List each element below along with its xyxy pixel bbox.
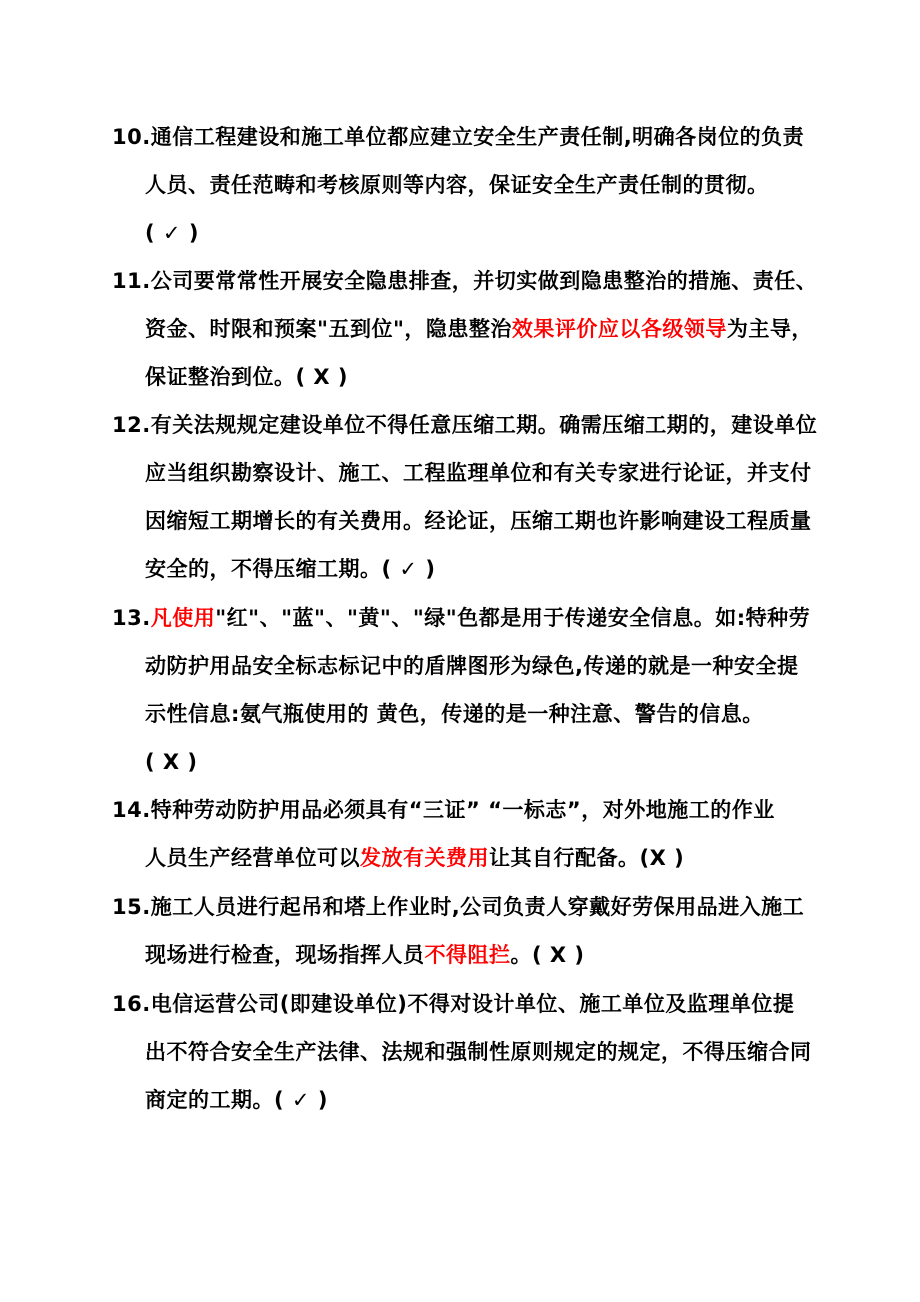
question-line: 动防护用品安全标志标记中的盾牌图形为绿色,传递的就是一种安全提	[145, 654, 799, 678]
question-16	[112, 980, 832, 1124]
highlighted-text: 不得阻拦	[424, 943, 511, 967]
question-line: 示性信息:氨气瓶使用的 黄色，传递的是一种注意、警告的信息。	[145, 702, 764, 726]
question-line: 10.通信工程建设和施工单位都应建立安全生产责任制,明确各岗位的负责	[112, 125, 805, 149]
answer-line: 保证整治到位。( X )	[145, 365, 349, 389]
question-line: 14.特种劳动防护用品必须具有“三证” “一标志”，对外地施工的作业	[112, 798, 775, 822]
question-12	[112, 401, 832, 593]
highlighted-text: 凡使用	[150, 606, 216, 630]
question-line: 人员生产经营单位可以发放有关费用让其自行配备。(X )	[145, 846, 685, 870]
question-line: 资金、时限和预案"五到位"，隐患整治效果评价应以各级领导为主导，	[145, 317, 813, 341]
answer-line: 安全的，不得压缩工期。( ✓ )	[145, 557, 436, 581]
answer-line: 商定的工期。( ✓ )	[145, 1088, 328, 1112]
highlighted-text: 发放有关费用	[360, 846, 489, 870]
question-11	[112, 257, 832, 401]
question-line: 应当组织勘察设计、施工、工程监理单位和有关专家进行论证，并支付	[145, 461, 812, 485]
question-line: 11.公司要常常性开展安全隐患排查，并切实做到隐患整治的措施、责任、	[112, 269, 818, 293]
question-10	[112, 113, 832, 257]
question-13	[112, 594, 832, 786]
answer-check: ( ✓ )	[145, 221, 199, 245]
question-line: 16.电信运营公司(即建设单位)不得对设计单位、施工单位及监理单位提	[112, 992, 795, 1016]
question-line: 人员、责任范畴和考核原则等内容，保证安全生产责任制的贯彻。	[145, 173, 769, 197]
answer-line	[112, 209, 832, 257]
question-line: 现场进行检查，现场指挥人员不得阻拦。( X )	[145, 943, 585, 967]
question-line: 12.有关法规规定建设单位不得任意压缩工期。确需压缩工期的，建设单位	[112, 413, 818, 437]
question-14	[112, 786, 832, 882]
answer-line: ( X )	[145, 750, 198, 774]
question-line: 出不符合安全生产法律、法规和强制性原则规定的规定，不得压缩合同	[145, 1040, 812, 1064]
highlighted-text: 效果评价应以各级领导	[511, 317, 727, 341]
question-line: 13.凡使用"红"、"蓝"、"黄"、"绿"色都是用于传递安全信息。如:特种劳	[112, 606, 811, 630]
question-15	[112, 883, 832, 979]
question-line: 15.施工人员进行起吊和塔上作业时,公司负责人穿戴好劳保用品进入施工	[112, 895, 805, 919]
question-line: 因缩短工期增长的有关费用。经论证，压缩工期也许影响建设工程质量	[145, 509, 812, 533]
